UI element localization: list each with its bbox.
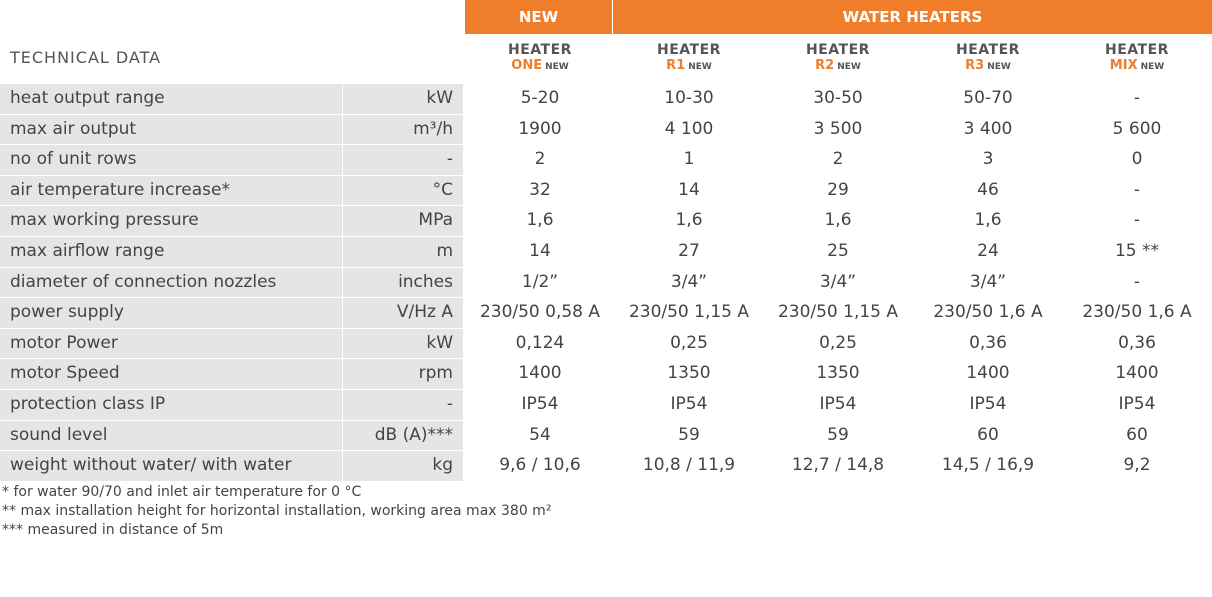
row-value: 230/50 0,58 A [479, 302, 601, 323]
row-label: motor Speed [0, 359, 342, 389]
row-label: motor Power [0, 329, 342, 359]
row-value: 5 600 [1112, 118, 1162, 139]
row-value: 30-50 [813, 88, 863, 108]
row-value: IP54 [521, 393, 559, 414]
model-badge: NEW [688, 62, 712, 72]
model-code: R1 [666, 58, 686, 73]
table-row [0, 329, 1212, 360]
model-header [913, 42, 1063, 75]
row-value: 10,8 / 11,9 [642, 455, 736, 476]
row-value: 3 [982, 149, 994, 170]
row-unit: m [343, 237, 463, 267]
row-value: IP54 [819, 393, 857, 414]
row-value: 3 400 [963, 118, 1013, 139]
row-value: IP54 [670, 393, 708, 414]
row-value: 230/50 1,15 A [628, 302, 750, 323]
row-value: - [1133, 271, 1141, 292]
row-unit: V/Hz A [343, 298, 463, 328]
model-code: ONE [511, 58, 543, 73]
table-row [0, 298, 1212, 329]
row-value: 46 [977, 179, 999, 200]
row-unit: rpm [343, 359, 463, 389]
row-unit: dB (A)*** [343, 421, 463, 451]
row-value: 1,6 [974, 210, 1002, 231]
row-value: 59 [827, 424, 849, 445]
row-value: 230/50 1,6 A [933, 302, 1043, 323]
table-row [0, 176, 1212, 207]
row-label: air temperature increase* [0, 176, 342, 206]
model-header [614, 42, 764, 75]
row-value: 29 [827, 179, 849, 200]
row-value: 1350 [667, 363, 711, 384]
table-row [0, 451, 1212, 482]
water-heaters-header [613, 0, 1212, 34]
table-row [0, 421, 1212, 452]
row-value: 14,5 / 16,9 [941, 455, 1035, 476]
model-badge: NEW [837, 62, 861, 72]
water-heaters-header-label: WATER HEATERS [842, 8, 983, 26]
model-code: R2 [815, 58, 835, 73]
row-value: 14 [678, 179, 700, 200]
row-value: 230/50 1,15 A [777, 302, 899, 323]
row-value: - [1133, 179, 1141, 200]
new-header [465, 0, 612, 34]
row-value: 27 [678, 240, 700, 261]
row-value: 2 [534, 149, 546, 170]
row-unit: MPa [343, 206, 463, 236]
row-value: 54 [529, 424, 551, 445]
row-value: 3/4” [969, 271, 1007, 292]
row-value: 3 500 [813, 118, 863, 139]
row-value: 4 100 [664, 118, 714, 139]
row-value: IP54 [1118, 393, 1156, 414]
row-label: sound level [0, 421, 342, 451]
model-prefix: HEATER [806, 42, 870, 58]
row-value: 1400 [966, 363, 1010, 384]
row-value: IP54 [969, 393, 1007, 414]
section-title: TECHNICAL DATA [10, 48, 162, 67]
model-prefix: HEATER [657, 42, 721, 58]
model-badge: NEW [545, 62, 569, 72]
row-value: 24 [977, 240, 999, 261]
row-value: 0,36 [969, 332, 1007, 353]
row-unit: - [343, 145, 463, 175]
row-value: 0,36 [1118, 332, 1156, 353]
row-value: 0,124 [515, 332, 565, 353]
row-value: 1900 [518, 118, 562, 139]
row-value: 1 [683, 149, 695, 170]
row-label: max airflow range [0, 237, 342, 267]
row-unit: kg [343, 451, 463, 481]
model-prefix: HEATER [1105, 42, 1169, 58]
row-value: 9,2 [1123, 455, 1151, 476]
row-value: 2 [832, 149, 844, 170]
row-label: diameter of connection nozzles [0, 268, 342, 298]
row-value: 60 [1126, 424, 1148, 445]
row-unit: inches [343, 268, 463, 298]
row-value: 50-70 [963, 88, 1013, 108]
row-value: 1,6 [526, 210, 554, 231]
row-value: 3/4” [670, 271, 708, 292]
row-label: no of unit rows [0, 145, 342, 175]
row-value: 0,25 [670, 332, 708, 353]
row-label: heat output range [0, 84, 342, 114]
table-row [0, 237, 1212, 268]
table-row [0, 206, 1212, 237]
row-unit: m³/h [343, 115, 463, 145]
model-code: MIX [1109, 58, 1138, 73]
footnotes [2, 483, 551, 540]
row-value: 1/2” [521, 271, 559, 292]
technical-data-table [0, 84, 1212, 482]
row-value: 0 [1131, 149, 1143, 170]
row-label: max working pressure [0, 206, 342, 236]
row-value: 230/50 1,6 A [1082, 302, 1192, 323]
row-value: 1,6 [824, 210, 852, 231]
row-value: 60 [977, 424, 999, 445]
footnote: ** max installation height for horizontal installation, working area max 380 m² [2, 503, 552, 519]
model-header [465, 42, 615, 75]
row-value: 5-20 [520, 88, 560, 108]
table-row [0, 359, 1212, 390]
row-value: 15 ** [1114, 240, 1160, 261]
row-label: power supply [0, 298, 342, 328]
table-row [0, 115, 1212, 146]
table-row [0, 268, 1212, 299]
model-header [1062, 42, 1212, 75]
row-value: 12,7 / 14,8 [791, 455, 885, 476]
row-label: weight without water/ with water [0, 451, 342, 481]
row-value: - [1133, 210, 1141, 231]
table-row [0, 84, 1212, 115]
row-value: 14 [529, 240, 551, 261]
row-value: 25 [827, 240, 849, 261]
model-code: R3 [965, 58, 985, 73]
row-value: 1,6 [675, 210, 703, 231]
row-value: 10-30 [664, 88, 714, 108]
model-badge: NEW [987, 62, 1011, 72]
row-unit: kW [343, 84, 463, 114]
row-value: 59 [678, 424, 700, 445]
table-row [0, 390, 1212, 421]
row-value: 32 [529, 179, 551, 200]
row-value: - [1133, 88, 1141, 108]
row-unit: °C [343, 176, 463, 206]
model-header [763, 42, 913, 75]
new-header-label: NEW [518, 8, 559, 26]
row-label: max air output [0, 115, 342, 145]
model-prefix: HEATER [508, 42, 572, 58]
row-value: 0,25 [819, 332, 857, 353]
row-value: 1400 [1115, 363, 1159, 384]
row-value: 9,6 / 10,6 [499, 455, 581, 476]
footnote: *** measured in distance of 5m [2, 522, 224, 538]
table-row [0, 145, 1212, 176]
model-prefix: HEATER [956, 42, 1020, 58]
footnote: * for water 90/70 and inlet air temperature for 0 °C [2, 484, 362, 500]
model-badge: NEW [1140, 62, 1165, 72]
row-value: 1400 [518, 363, 562, 384]
row-value: 3/4” [819, 271, 857, 292]
row-label: protection class IP [0, 390, 342, 420]
row-unit: - [343, 390, 463, 420]
row-value: 1350 [816, 363, 860, 384]
row-unit: kW [343, 329, 463, 359]
